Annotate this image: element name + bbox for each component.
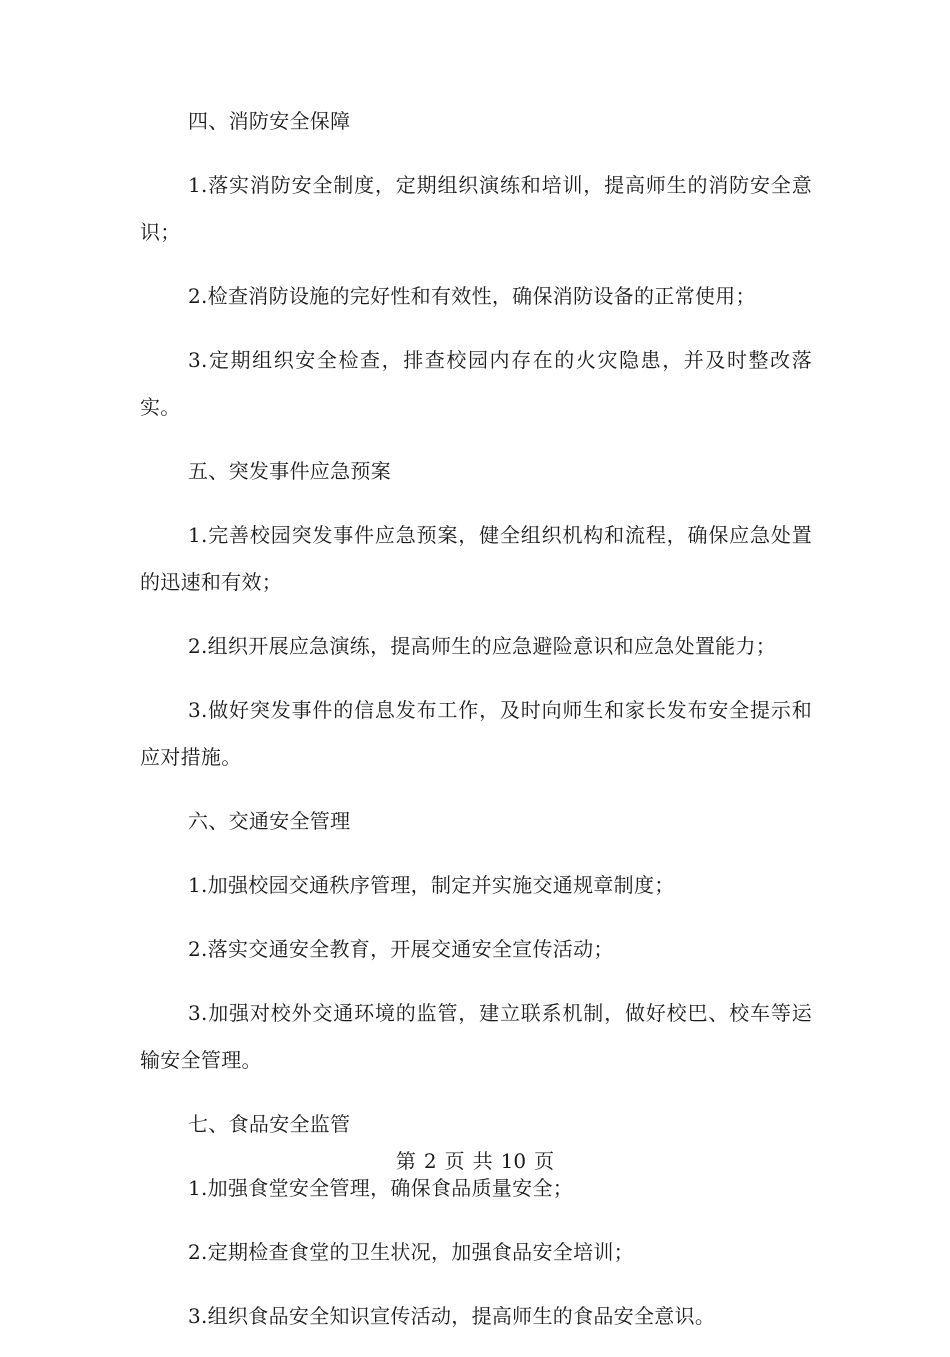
list-item: 3.做好突发事件的信息发布工作，及时向师生和家长发布安全提示和应对措施。 bbox=[140, 698, 812, 769]
list-item: 2.定期检查食堂的卫生状况，加强食品安全培训； bbox=[188, 1240, 634, 1264]
section-heading-emergency-plan: 五、突发事件应急预案 bbox=[188, 459, 391, 483]
list-item: 2.落实交通安全教育，开展交通安全宣传活动； bbox=[188, 937, 614, 961]
footer-page-word: 页 bbox=[444, 1149, 465, 1173]
list-item: 2.组织开展应急演练，提高师生的应急避险意识和应急处置能力； bbox=[188, 634, 777, 658]
section-heading-traffic-safety: 六、交通安全管理 bbox=[188, 809, 351, 833]
footer-prefix: 第 bbox=[395, 1149, 416, 1173]
list-item: 3.定期组织安全检查，排查校园内存在的火灾隐患，并及时整改落实。 bbox=[140, 348, 812, 419]
list-item: 1.落实消防安全制度，定期组织演练和培训，提高师生的消防安全意识； bbox=[140, 173, 812, 244]
list-item: 1.加强食堂安全管理，确保食品质量安全； bbox=[188, 1176, 574, 1200]
list-item: 3.组织食品安全知识宣传活动，提高师生的食品安全意识。 bbox=[188, 1304, 716, 1328]
footer-total-word: 共 bbox=[472, 1149, 493, 1173]
list-item: 1.加强校园交通秩序管理，制定并实施交通规章制度； bbox=[188, 873, 675, 897]
list-item: 3.加强对校外交通环境的监管，建立联系机制，做好校巴、校车等运输安全管理。 bbox=[140, 1001, 812, 1072]
footer-current-page: 2 bbox=[423, 1149, 437, 1173]
list-item: 1.完善校园突发事件应急预案，健全组织机构和流程，确保应急处置的迅速和有效； bbox=[140, 523, 812, 594]
section-heading-food-safety: 七、食品安全监管 bbox=[188, 1112, 351, 1136]
list-item: 2.检查消防设施的完好性和有效性，确保消防设备的正常使用； bbox=[188, 284, 756, 308]
section-heading-fire-safety: 四、消防安全保障 bbox=[188, 109, 351, 133]
footer-suffix: 页 bbox=[534, 1149, 555, 1173]
footer-total-pages: 10 bbox=[500, 1149, 527, 1173]
page-number-footer bbox=[0, 1145, 950, 1174]
